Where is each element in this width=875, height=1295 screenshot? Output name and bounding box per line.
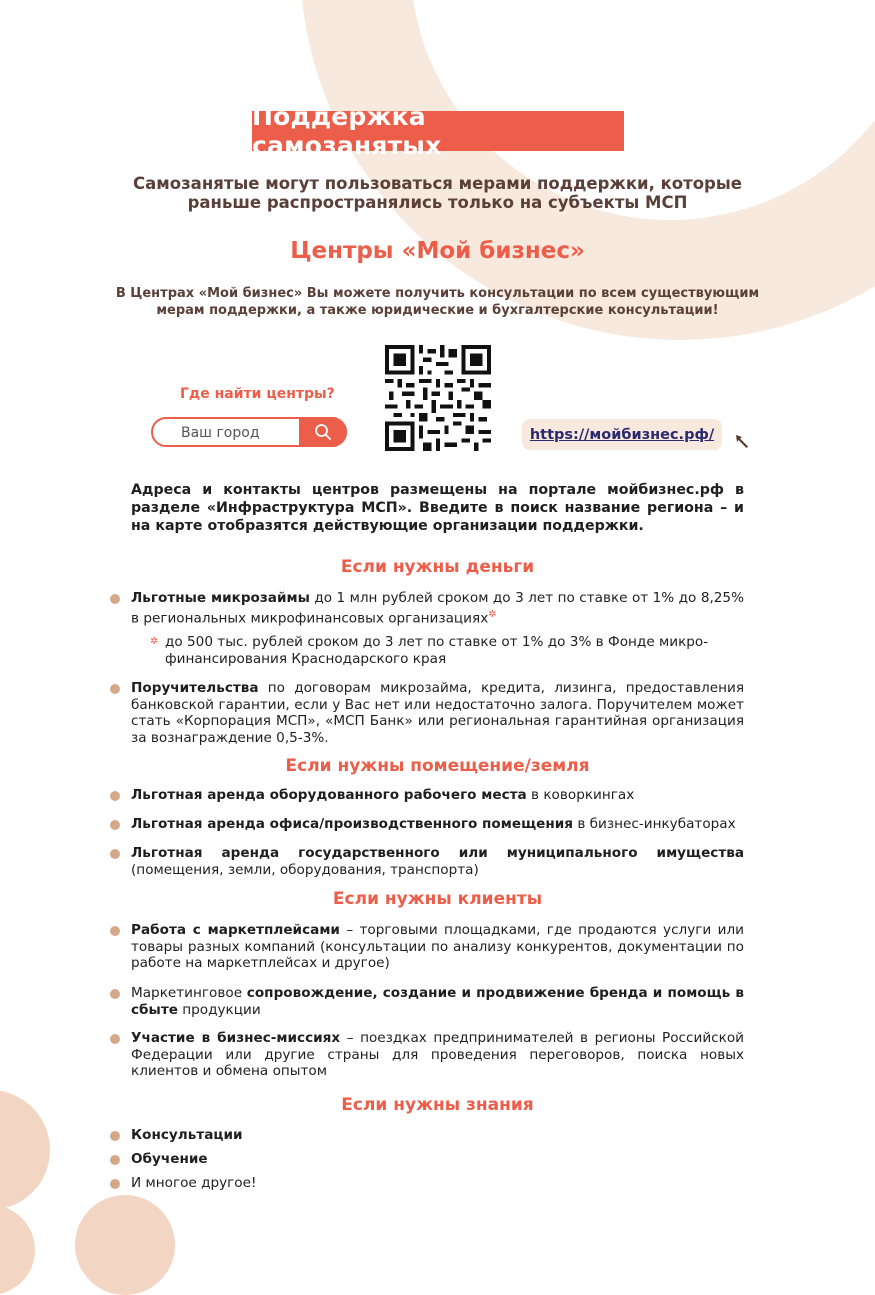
list-item — [131, 787, 744, 804]
list-item — [131, 845, 744, 878]
bullet-icon — [110, 1179, 120, 1189]
item-text: в коворкингах — [526, 787, 635, 803]
item-text: (помещения, земли, оборудования, транспорта) — [131, 861, 479, 878]
subtitle — [100, 174, 775, 212]
item-bold: Льготная аренда офиса/производственного помещения — [131, 816, 573, 832]
item-bold: сопровождение, создание и продвижение бренда и помощь в сбыте — [131, 985, 745, 1018]
list-item — [131, 1151, 744, 1168]
item-bold: Обучение — [131, 1151, 208, 1167]
item-bold: Консультации — [131, 1127, 243, 1143]
centers-description — [110, 285, 765, 319]
item-bold: Участие в бизнес-миссиях — [131, 1030, 341, 1046]
list-item — [131, 922, 744, 972]
bullet-icon — [110, 1034, 120, 1044]
item-bold: Работа с маркетплейсами — [131, 922, 340, 938]
bullet-icon — [110, 684, 120, 694]
item-text: по договорам микрозайма, кредита, лизинга, предоставления банковской гарантии, если у Вас нет или недостаточно залога. Поручителем может стать «Корпорация МСП», «МСП Банк» или региональная гарантийная организация за вознаграждение 0,5-3%. — [131, 680, 744, 746]
item-text: – поездках предпринимателей в регионы Российской Федерации или другие страны для проведения переговоров, поиска новых клиентов и обмена опытом — [131, 1030, 744, 1079]
list-item — [131, 1127, 744, 1144]
item-text: в бизнес-инкубаторах — [573, 816, 736, 832]
city-search-box — [151, 417, 347, 447]
item-text: Маркетинговое — [131, 985, 247, 1001]
flower-icon: ✲ — [488, 608, 497, 620]
item-bold: Льготная аренда оборудованного рабочего места — [131, 787, 527, 803]
bullet-icon — [110, 594, 120, 604]
item-bold: Поручительства — [131, 680, 259, 696]
portal-link[interactable]: https://мойбизнес.рф/ — [529, 426, 715, 443]
page-title: Поддержка самозанятых — [252, 111, 624, 151]
bullet-icon — [110, 1155, 120, 1165]
item-bold: Льготная аренда государственного или муниципального имущества — [131, 845, 744, 861]
list-item: И многое другое! — [131, 1175, 257, 1191]
centers-desc-line: В Центрах «Мой бизнес» Вы можете получить консультации по всем существующим — [115, 286, 760, 301]
qr-code-icon[interactable] — [385, 345, 491, 451]
bullet-icon — [110, 989, 120, 999]
list-item — [131, 680, 744, 746]
subtitle-line: раньше распространялись только на субъекты МСП — [187, 193, 688, 212]
item-text: – торговыми площадками, где продаются услуги или товары разных компаний (консультации по анализу конкурентов, документации по работе на маркетплейсах и другое) — [131, 922, 745, 971]
subtitle-line: Самозанятые могут пользоваться мерами поддержки, которые — [133, 174, 742, 193]
address-info: Адреса и контакты центров размещены на портале мойбизнес.рф в разделе «Инфраструктура МСП». Введите в поиск название региона – и на карте отобразятся действующие организации поддержки. — [131, 482, 744, 534]
decorative-circle — [0, 1205, 35, 1295]
bullet-icon — [110, 926, 120, 936]
flower-icon: ✲ — [150, 636, 159, 647]
item-text: до 1 млн рублей сроком до 3 лет по ставке от 1% до 8,25% в региональных микрофинансовых организациях — [131, 590, 744, 627]
section-heading-money: Если нужны деньги — [340, 557, 535, 577]
centers-desc-line: мерам поддержки, а также юридические и бухгалтерские консультации! — [156, 303, 719, 318]
section-heading-premises: Если нужны помещение/земля — [285, 756, 590, 776]
decorative-circle — [75, 1195, 175, 1295]
bullet-icon — [110, 1131, 120, 1141]
list-item — [131, 816, 744, 833]
bullet-icon — [110, 820, 120, 830]
section-heading-knowledge: Если нужны знания — [341, 1095, 534, 1115]
search-button[interactable] — [299, 417, 347, 447]
item-text: продукции — [177, 1001, 261, 1018]
item-bold: Льготные микрозаймы — [131, 590, 310, 606]
where-to-find-label: Где найти центры? — [180, 386, 335, 402]
bullet-icon — [110, 791, 120, 801]
url-box — [522, 419, 722, 450]
cursor-arrow-icon — [733, 432, 753, 452]
list-item — [131, 985, 744, 1018]
centers-heading: Центры «Мой бизнес» — [290, 238, 585, 264]
list-sub-item: до 500 тыс. рублей сроком до 3 лет по ставке от 1% до 3% в Фонде микро-финансирования Краснодарского края — [165, 634, 709, 667]
list-item — [131, 590, 744, 627]
list-item — [131, 1030, 744, 1080]
section-heading-clients: Если нужны клиенты — [332, 889, 543, 909]
bullet-icon — [110, 849, 120, 859]
search-icon — [314, 423, 332, 441]
